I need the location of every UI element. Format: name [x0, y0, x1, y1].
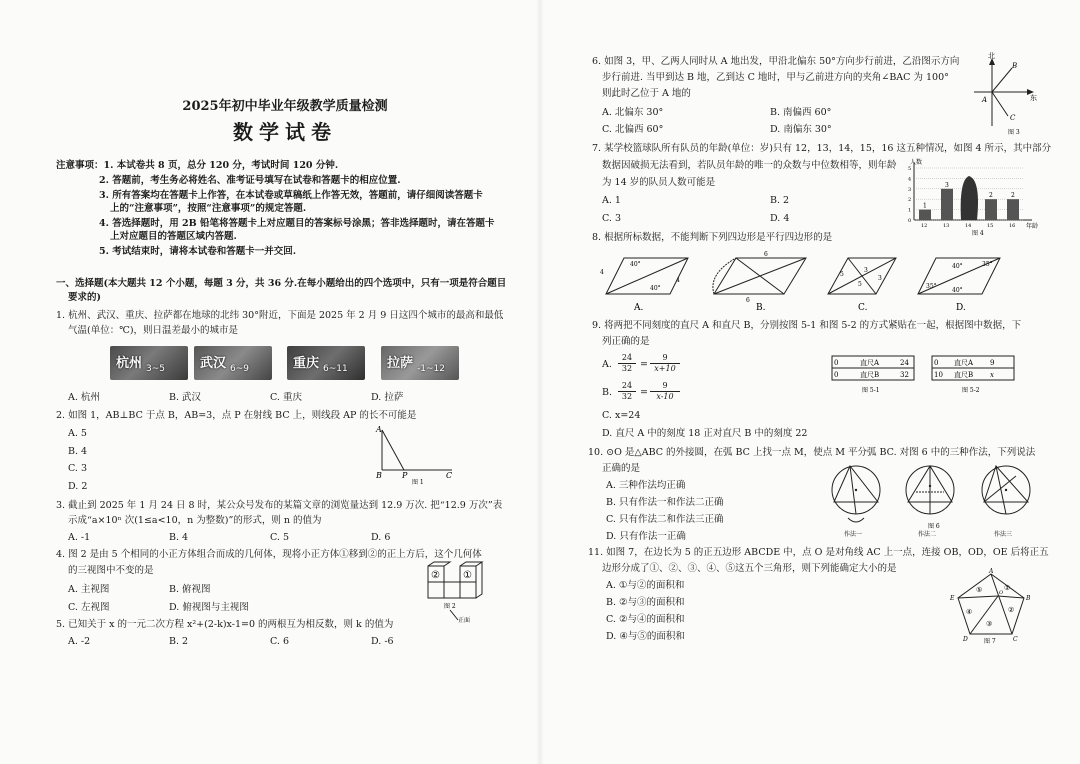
north-label: 北 — [988, 52, 995, 60]
chart-ytick: 2 — [908, 197, 912, 204]
q4-option-a: A. 主视图 — [68, 584, 110, 595]
svg-text:40°: 40° — [952, 263, 963, 270]
figure-caption: 图 5-2 — [962, 387, 980, 394]
city-image-hangzhou — [110, 346, 188, 380]
q6-stem: 6. 如图 3，甲、乙两人同时从 A 地出发，甲沿北偏东 50°方向步行前进，乙沿图示方向 — [592, 56, 960, 67]
note-2: 2. 答题前，考生务必将姓名、准考证号填写在试卷和答题卡的相应位置. — [99, 175, 401, 186]
note-1: 注意事项：1. 本试卷共 8 页，总分 120 分，考试时间 120 分钟. — [56, 160, 339, 171]
svg-text:3: 3 — [864, 267, 868, 274]
svg-text:6: 6 — [746, 297, 750, 304]
city-name: 重庆 — [293, 356, 320, 371]
q6-option-a: A. 北偏东 30° — [602, 107, 664, 118]
svg-text:40°: 40° — [650, 285, 661, 292]
figure-caption: 图 6 — [928, 523, 940, 530]
q1-option-b: B. 武汉 — [169, 392, 202, 403]
q3-option-b: B. 4 — [169, 532, 189, 543]
chart-xtick: 13 — [943, 223, 950, 229]
city-name: 杭州 — [116, 356, 143, 371]
q5-option-d: D. -6 — [371, 636, 394, 647]
q2-option-b: B. 4 — [68, 446, 88, 457]
svg-text:3: 3 — [878, 275, 882, 282]
q11-option-d: D. ④与⑤的面积和 — [606, 631, 685, 642]
svg-text:直尺A: 直尺A — [954, 359, 974, 367]
svg-text:x: x — [990, 371, 994, 379]
q6-stem-3: 则此时乙位于 A 地的 — [602, 88, 691, 99]
q2-option-c: C. 3 — [68, 463, 88, 474]
figure-1 — [372, 424, 462, 486]
q8-option-b: B. — [756, 303, 766, 313]
q7-option-d: D. 4 — [770, 213, 790, 224]
q2-stem: 2. 如图 1，AB⊥BC 于点 B，AB=3，点 P 在射线 BC 上，则线段 AP 的长不可能是 — [56, 410, 417, 421]
q4-stem-2: 的三视图中不变的是 — [68, 565, 154, 576]
chart-xtick: 15 — [987, 223, 994, 229]
chart-data-label: 2 — [989, 192, 993, 200]
q8-option-c: C. — [858, 303, 868, 313]
chart-bar — [941, 189, 953, 220]
svg-text:O: O — [999, 590, 1004, 596]
chart-ytick: 0 — [908, 218, 912, 224]
chart-ytick: 3 — [908, 186, 912, 193]
figure-7-pentagon — [948, 568, 1034, 644]
svg-text:35°: 35° — [926, 283, 937, 290]
q6-option-d: D. 南偏东 30° — [770, 124, 832, 135]
q10-stem: 10. ⊙O 是△ABC 的外接圆，在弧 BC 上找一点 M，使点 M 平分弧 BC. 对图 6 中的三种作法，下列说法 — [588, 447, 1036, 458]
q7-stem-3: 为 14 岁的队员人数可能是 — [602, 177, 716, 188]
label-c: C — [1010, 114, 1016, 122]
city-image-lhasa — [381, 346, 459, 380]
chart-xtick: 16 — [1009, 223, 1016, 229]
svg-text:②: ② — [1008, 606, 1015, 614]
label-a: A — [376, 425, 382, 434]
q6-option-b: B. 南偏西 60° — [770, 107, 832, 118]
q2-option-d: D. 2 — [68, 481, 88, 492]
chart-bar — [985, 199, 997, 220]
svg-text:⑤: ⑤ — [976, 586, 983, 594]
svg-text:6: 6 — [764, 251, 768, 258]
q5-option-a: A. -2 — [68, 636, 91, 647]
q6-option-c: C. 北偏西 60° — [602, 124, 664, 135]
label-b: B — [1012, 62, 1018, 70]
q8-stem: 8. 根据所标数据，不能判断下列四边形是平行四边形的是 — [592, 232, 833, 243]
chart-damaged-area — [961, 176, 978, 220]
q3-option-d: D. 6 — [371, 532, 391, 543]
figure-caption: 图 1 — [412, 479, 424, 486]
svg-text:直尺A: 直尺A — [860, 359, 880, 367]
chart-xtick: 12 — [921, 223, 928, 229]
q7-stem: 7. 某学校篮球队所有队员的年龄(单位：岁)只有 12，13，14，15，16 这五种情况，如图 4 所示，其中部分 — [592, 143, 1052, 154]
q11-stem-2: 边形分成了①、②、③、④、⑤这五个三角形，则下列能确定大小的是 — [602, 563, 897, 574]
q10-option-b: B. 只有作法一和作法二正确 — [606, 497, 724, 508]
figure-2 — [420, 560, 500, 626]
q3-option-c: C. 5 — [270, 532, 290, 543]
q7-option-b: B. 2 — [770, 195, 790, 206]
figure-caption: 图 7 — [984, 638, 996, 644]
svg-text:24: 24 — [900, 359, 909, 367]
svg-text:35°: 35° — [982, 261, 993, 268]
figure-caption: 图 4 — [972, 230, 984, 236]
right-page: 6. 如图 3，甲、乙两人同时从 A 地出发，甲沿北偏东 50°方向步行前进，乙沿图示方向 步行前进. 当甲到达 B 地，乙到达 C 地时，甲与乙前进方向的夹角∠BAC 为 100° 则此时乙位于 A 地的 A. 北偏东 30° B. 南偏西 60° C. 北偏西 60° D. 南偏东 30° 北 东 A B C 图 3 7. 某学校篮球队所有队员的年龄(单位：岁)只有 12，13，14，15，16 这五种情况，如图 4 所示，其中部分 数据因破损无法看到，若队员年龄的唯一的众数与中位数相等，则年龄 为 14 岁的队员人数可能是 A. 1 B. 2 C. 3 D. 4 人数 年龄 图 4 0 1 2 3 4 5 1 12 3 13 14 2 15 2 16 8. 根据所标数据，不能判断下列四边形是平行四边形的是 4 4 40° 40° A. 6 6 B. 5 3 5 3 C. 35° 35° 40° 40° D. 9. 将两把不同刻度的直尺 A 和直尺 B，分别按图 5-1 和图 5-2 的方式紧贴在一起，根据图中数据，下 列正确的是 A. 24 32 = 9 x+10 B. 24 32 = 9 x-10 C. x=24 D. 直尺 A 中的刻度 18 正对直尺 B 中的刻度 22 0 直尺A 24 0 直尺B 32 图 5-1 0 直尺A 9 10 直尺B x 图 5-2 10. ⊙O 是△ABC 的外接圆，在弧 BC 上找一点 M，使点 M 平分弧 BC. 对图 6 中的三种作法，下列说法 正确的是 A. 三种作法均正确 B. 只有作法一和作法二正确 C. 只有作法二和作法三正确 D. 只有作法一正确 作法一 作法二 图 6 作法三 11. 如图 7，在边长为 5 的正五边形 ABCDE 中，点 O 是对角线 AC 上一点，连接 OB，OD，OE 后将正五 边形分成了①、②、③、④、⑤这五个三角形，则下列能确定大小的是 A. ①与②的面积和 B. ②与③的面积和 C. ②与④的面积和 D. ④与⑤的面积和 A B C D E O ① ② ③ ④ ⑤ 图 7 — [588, 52, 1052, 644]
q11-option-c: C. ②与④的面积和 — [606, 614, 685, 625]
city-temp: 6~11 — [323, 364, 348, 374]
svg-text:A: A — [989, 568, 994, 575]
section1-heading: 一、选择题(本大题共 12 个小题，每题 3 分，共 36 分.在每小题给出的四个选项中，只有一项是符合题目 — [56, 278, 507, 289]
q1-stem: 1. 杭州、武汉、重庆、拉萨都在地球的北纬 30°附近，下面是 2025 年 2 月 9 日这四个城市的最高和最低 — [56, 310, 504, 321]
svg-text:直尺B: 直尺B — [860, 371, 880, 379]
q4-stem: 4. 图 2 是由 5 个相同的小正方体组合而成的几何体，现将小正方体①移到②的正上方后，这个几何体 — [56, 549, 482, 560]
q6-stem-2: 步行前进. 当甲到达 B 地，乙到达 C 地时，甲与乙前进方向的夹角∠BAC 为 100° — [602, 72, 949, 83]
svg-text:4: 4 — [600, 269, 604, 276]
chart-bar — [919, 210, 931, 220]
q9-stem-2: 列正确的是 — [602, 336, 650, 347]
method-1-caption: 作法一 — [844, 531, 863, 538]
cube-label-1: ① — [463, 570, 472, 581]
chart-ytick: 5 — [908, 166, 912, 172]
exam-title: 2025年初中毕业年级教学质量检测 — [182, 99, 388, 114]
figure-5-2 — [928, 352, 1018, 396]
figure-caption: 图 2 — [444, 603, 456, 610]
q10-option-a: A. 三种作法均正确 — [606, 480, 686, 491]
chart-ytick: 4 — [908, 176, 912, 183]
chart-data-label: 1 — [923, 202, 927, 210]
method-3-caption: 作法三 — [994, 531, 1013, 538]
chart-ylabel: 人数 — [910, 159, 923, 166]
q2-option-a: A. 5 — [68, 428, 87, 439]
city-name: 拉萨 — [387, 356, 414, 371]
q10-stem-2: 正确的是 — [602, 463, 641, 474]
city-image-chongqing — [287, 346, 365, 380]
chart-xlabel: 年龄 — [1026, 223, 1039, 230]
figure-5-1 — [828, 352, 918, 396]
section1-heading-2: 要求的) — [68, 292, 101, 303]
label-b: B — [376, 471, 382, 480]
city-name: 武汉 — [200, 356, 227, 371]
note-5: 5. 考试结束时，请将本试卷和答题卡一并交回. — [99, 246, 297, 257]
city-temp: 6~9 — [230, 364, 249, 374]
chart-data-label: 3 — [945, 181, 949, 189]
q7-option-c: C. 3 — [602, 213, 622, 224]
east-label: 东 — [1030, 94, 1037, 102]
svg-text:C: C — [1013, 636, 1018, 643]
svg-text:40°: 40° — [952, 287, 963, 294]
q3-stem: 3. 截止到 2025 年 1 月 24 日 8 时，某公众号发布的某篇文章的浏览量达到 12.9 万次. 把“12.9 万次”表 — [56, 500, 503, 511]
note-3: 3. 所有答案均在答题卡上作答，在本试卷或草稿纸上作答无效，答题前，请仔细阅读答题卡 — [99, 190, 483, 201]
q3-stem-2: 示成“a×10ⁿ 次(1≤a<10，n 为整数)”的形式，则 n 的值为 — [68, 515, 322, 526]
q1-option-a: A. 杭州 — [68, 392, 100, 403]
chart-bar — [1007, 199, 1019, 220]
q4-option-c: C. 左视图 — [68, 602, 110, 613]
q4-option-b: B. 俯视图 — [169, 584, 211, 595]
svg-text:32: 32 — [900, 371, 909, 379]
q11-option-a: A. ①与②的面积和 — [606, 580, 685, 591]
svg-text:0: 0 — [834, 371, 839, 379]
svg-text:D: D — [963, 636, 968, 643]
q11-option-b: B. ②与③的面积和 — [606, 597, 685, 608]
svg-text:0: 0 — [834, 359, 839, 367]
label-a: A — [982, 96, 988, 104]
svg-text:5: 5 — [858, 281, 862, 288]
note-4: 4. 答选择题时，用 2B 铅笔将答题卡上对应题目的答案标号涂黑；答非选择题时，请在答题卡 — [99, 218, 495, 229]
q9-option-d: D. 直尺 A 中的刻度 18 正对直尺 B 中的刻度 22 — [602, 428, 808, 439]
svg-text:40°: 40° — [630, 261, 641, 268]
svg-text:5: 5 — [840, 271, 844, 278]
label-p: P — [402, 471, 408, 480]
svg-text:0: 0 — [934, 359, 939, 367]
chart-data-label: 2 — [1011, 192, 1015, 200]
note-3b: 上的“注意事项”，按照“注意事项”的规定答题. — [110, 203, 307, 214]
method-2-caption: 作法二 — [918, 531, 937, 538]
chart-ytick: 1 — [908, 207, 912, 214]
figure-q8-parallelograms — [596, 248, 1036, 314]
city-temp: 3~5 — [146, 364, 165, 374]
q7-stem-2: 数据因破损无法看到，若队员年龄的唯一的众数与中位数相等，则年龄 — [602, 160, 897, 171]
q11-stem: 11. 如图 7，在边长为 5 的正五边形 ABCDE 中，点 O 是对角线 AC 上一点，连接 OB，OD，OE 后将正五 — [588, 547, 1049, 558]
exam-subject: 数学试卷 — [233, 120, 337, 144]
q1-stem-2: 气温(单位：℃)，则日温差最小的城市是 — [68, 325, 239, 336]
svg-text:④: ④ — [966, 608, 973, 616]
cube-label-2: ② — [431, 570, 440, 581]
label-c: C — [446, 471, 453, 480]
svg-text:B: B — [1026, 595, 1031, 602]
q9-option-c: C. x=24 — [602, 410, 641, 421]
figure-3 — [968, 52, 1040, 138]
q1-option-d: D. 拉萨 — [371, 392, 404, 403]
q5-option-b: B. 2 — [169, 636, 189, 647]
svg-text:10: 10 — [934, 371, 943, 379]
q5-stem: 5. 已知关于 x 的一元二次方程 x²+(2-k)x-1=0 的两根互为相反数，则 k 的值为 — [56, 619, 394, 630]
q10-option-d: D. 只有作法一正确 — [606, 531, 686, 542]
note-4b: 上对应题目的答题区域内答题. — [110, 231, 237, 242]
svg-text:①: ① — [1004, 584, 1011, 592]
q8-option-a: A. — [634, 303, 644, 313]
q9-stem: 9. 将两把不同刻度的直尺 A 和直尺 B，分别按图 5-1 和图 5-2 的方式紧贴在一起，根据图中数据，下 — [592, 320, 1022, 331]
q8-option-d: D. — [956, 303, 966, 313]
figure-caption: 图 3 — [1008, 129, 1020, 136]
figure-caption: 图 5-1 — [862, 387, 880, 394]
city-temp: -1~12 — [417, 364, 445, 374]
q10-option-c: C. 只有作法二和作法三正确 — [606, 514, 724, 525]
svg-text:E: E — [950, 595, 955, 602]
q3-option-a: A. -1 — [68, 532, 91, 543]
svg-text:直尺B: 直尺B — [954, 371, 974, 379]
front-label: 正面 — [458, 617, 471, 624]
q7-option-a: A. 1 — [602, 195, 621, 206]
chart-xtick: 14 — [965, 223, 972, 229]
q5-option-c: C. 6 — [270, 636, 290, 647]
svg-text:9: 9 — [990, 359, 995, 367]
svg-text:4: 4 — [676, 277, 680, 284]
q1-option-c: C. 重庆 — [270, 392, 302, 403]
city-image-wuhan — [194, 346, 272, 380]
q4-option-d: D. 俯视图与主视图 — [169, 602, 249, 613]
figure-4-bar-chart — [900, 156, 1042, 236]
figure-6 — [826, 456, 1040, 542]
svg-text:③: ③ — [986, 620, 993, 628]
